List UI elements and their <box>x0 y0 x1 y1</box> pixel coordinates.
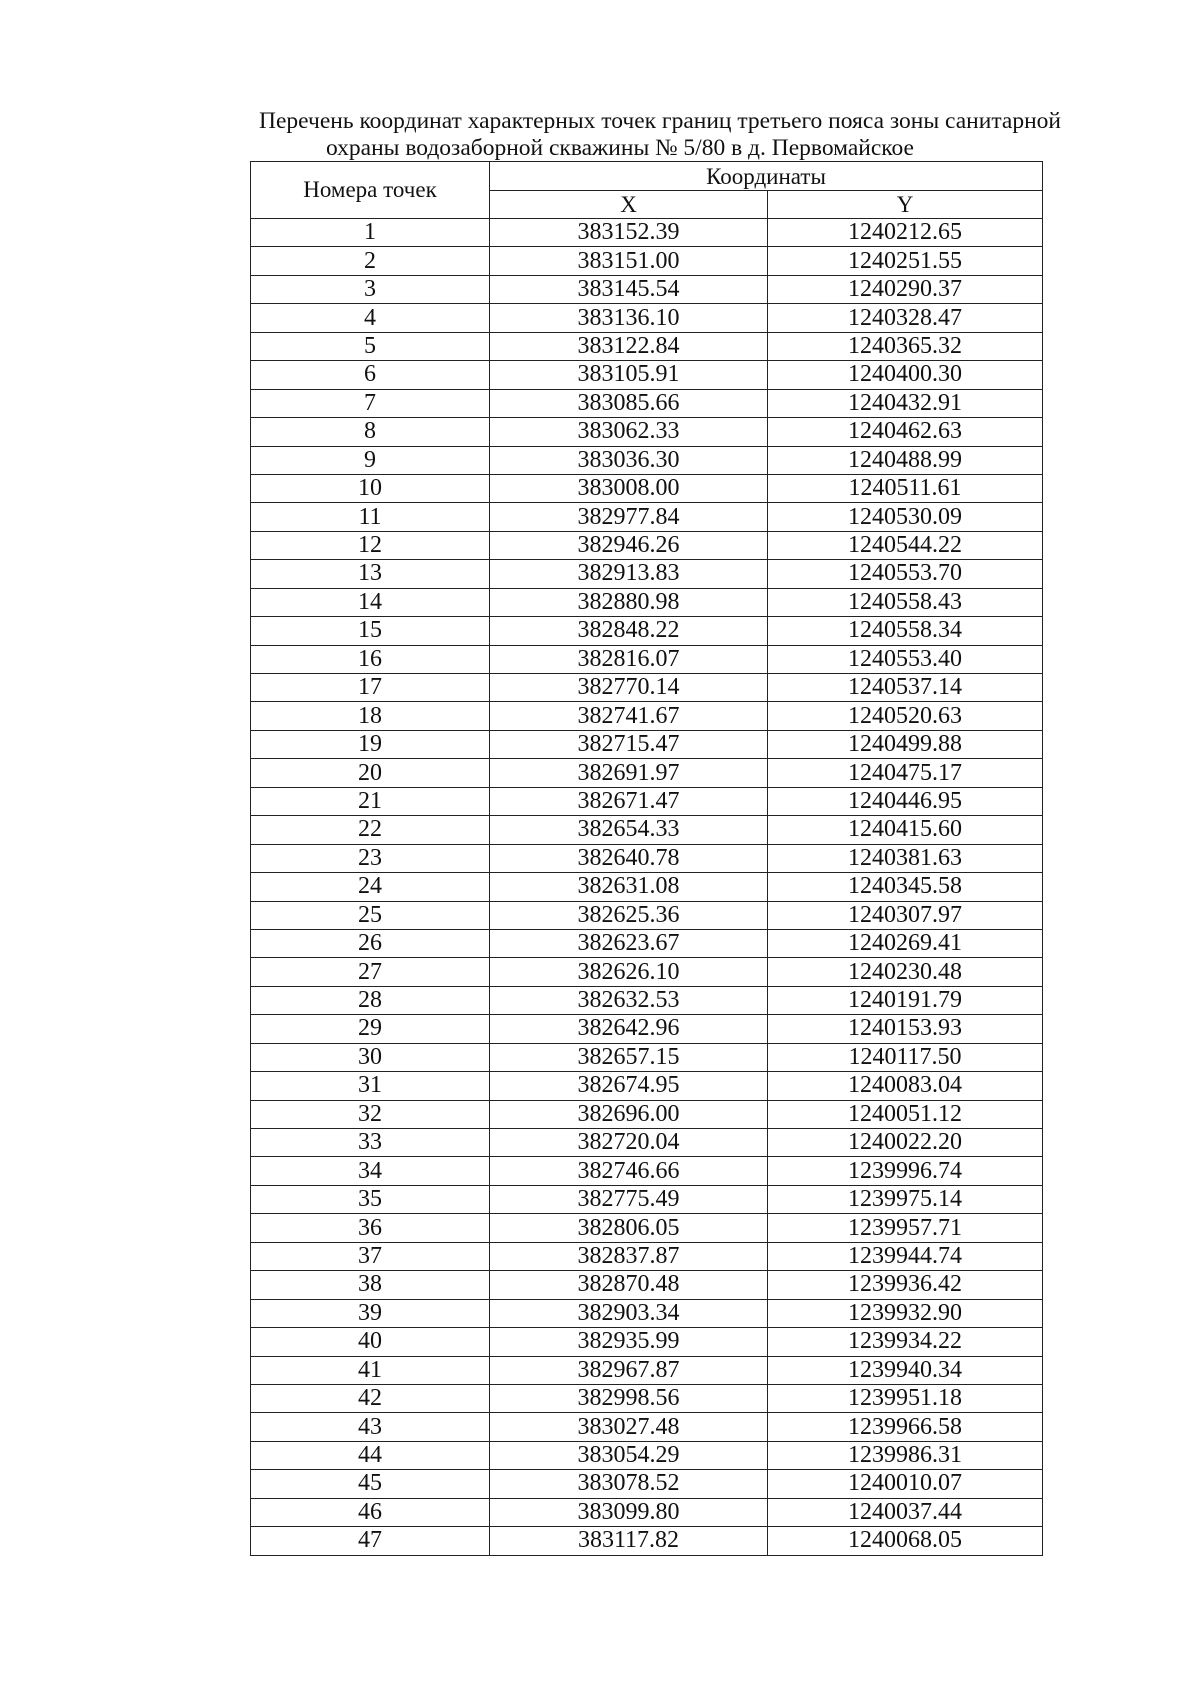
x-coordinate-cell: 382903.34 <box>490 1299 768 1327</box>
table-row <box>251 1413 1043 1441</box>
y-coordinate-cell: 1240415.60 <box>768 816 1043 844</box>
y-coordinate-cell: 1240511.61 <box>768 474 1043 502</box>
point-number-cell: 44 <box>251 1441 490 1469</box>
y-coordinate-cell: 1239996.74 <box>768 1157 1043 1185</box>
y-coordinate-cell: 1239934.22 <box>768 1328 1043 1356</box>
y-coordinate-cell: 1240251.55 <box>768 247 1043 275</box>
point-number-cell: 26 <box>251 929 490 957</box>
y-coordinate-cell: 1240432.91 <box>768 389 1043 417</box>
point-number-cell: 33 <box>251 1129 490 1157</box>
x-coordinate-cell: 383027.48 <box>490 1413 768 1441</box>
table-row <box>251 1470 1043 1498</box>
table-row <box>251 418 1043 446</box>
table-row <box>251 332 1043 360</box>
point-number-cell: 2 <box>251 247 490 275</box>
point-number-cell: 19 <box>251 730 490 758</box>
y-coordinate-cell: 1240051.12 <box>768 1100 1043 1128</box>
table-row <box>251 617 1043 645</box>
x-coordinate-cell: 382625.36 <box>490 901 768 929</box>
x-coordinate-cell: 382935.99 <box>490 1328 768 1356</box>
point-number-cell: 30 <box>251 1043 490 1071</box>
table-row <box>251 503 1043 531</box>
x-coordinate-cell: 382998.56 <box>490 1384 768 1412</box>
header-point-number: Номера точек <box>251 162 490 219</box>
x-coordinate-cell: 382741.67 <box>490 702 768 730</box>
y-coordinate-cell: 1240558.43 <box>768 588 1043 616</box>
table-row <box>251 645 1043 673</box>
x-coordinate-cell: 382640.78 <box>490 844 768 872</box>
table-row <box>251 1441 1043 1469</box>
table-row <box>251 1157 1043 1185</box>
x-coordinate-cell: 383062.33 <box>490 418 768 446</box>
point-number-cell: 47 <box>251 1527 490 1555</box>
header-coordinates: Координаты <box>490 162 1043 191</box>
point-number-cell: 22 <box>251 816 490 844</box>
table-row <box>251 958 1043 986</box>
point-number-cell: 12 <box>251 531 490 559</box>
table-row <box>251 1384 1043 1412</box>
x-coordinate-cell: 382806.05 <box>490 1214 768 1242</box>
table-row <box>251 1242 1043 1270</box>
x-coordinate-cell: 382848.22 <box>490 617 768 645</box>
coordinates-table <box>250 161 1043 1556</box>
y-coordinate-cell: 1240010.07 <box>768 1470 1043 1498</box>
y-coordinate-cell: 1240269.41 <box>768 929 1043 957</box>
y-coordinate-cell: 1239951.18 <box>768 1384 1043 1412</box>
y-coordinate-cell: 1240117.50 <box>768 1043 1043 1071</box>
table-row <box>251 1043 1043 1071</box>
point-number-cell: 38 <box>251 1271 490 1299</box>
y-coordinate-cell: 1240290.37 <box>768 275 1043 303</box>
coordinates-table-header <box>251 162 1043 219</box>
table-row <box>251 1129 1043 1157</box>
table-row <box>251 1356 1043 1384</box>
table-row <box>251 1214 1043 1242</box>
x-coordinate-cell: 383036.30 <box>490 446 768 474</box>
coordinates-table-body <box>251 219 1043 1556</box>
table-row <box>251 247 1043 275</box>
y-coordinate-cell: 1240037.44 <box>768 1498 1043 1526</box>
x-coordinate-cell: 382632.53 <box>490 986 768 1014</box>
table-row <box>251 389 1043 417</box>
x-coordinate-cell: 382746.66 <box>490 1157 768 1185</box>
x-coordinate-cell: 382715.47 <box>490 730 768 758</box>
point-number-cell: 36 <box>251 1214 490 1242</box>
point-number-cell: 25 <box>251 901 490 929</box>
y-coordinate-cell: 1240499.88 <box>768 730 1043 758</box>
table-row <box>251 361 1043 389</box>
y-coordinate-cell: 1240537.14 <box>768 674 1043 702</box>
x-coordinate-cell: 382880.98 <box>490 588 768 616</box>
x-coordinate-cell: 382816.07 <box>490 645 768 673</box>
point-number-cell: 37 <box>251 1242 490 1270</box>
table-row <box>251 816 1043 844</box>
table-row <box>251 674 1043 702</box>
x-coordinate-cell: 383117.82 <box>490 1527 768 1555</box>
table-row <box>251 702 1043 730</box>
x-coordinate-cell: 382837.87 <box>490 1242 768 1270</box>
x-coordinate-cell: 382775.49 <box>490 1185 768 1213</box>
table-row <box>251 275 1043 303</box>
x-coordinate-cell: 382642.96 <box>490 1015 768 1043</box>
y-coordinate-cell: 1240153.93 <box>768 1015 1043 1043</box>
point-number-cell: 39 <box>251 1299 490 1327</box>
point-number-cell: 28 <box>251 986 490 1014</box>
y-coordinate-cell: 1240345.58 <box>768 873 1043 901</box>
x-coordinate-cell: 382623.67 <box>490 929 768 957</box>
y-coordinate-cell: 1240488.99 <box>768 446 1043 474</box>
table-row <box>251 986 1043 1014</box>
y-coordinate-cell: 1239966.58 <box>768 1413 1043 1441</box>
x-coordinate-cell: 382631.08 <box>490 873 768 901</box>
table-row <box>251 1100 1043 1128</box>
point-number-cell: 8 <box>251 418 490 446</box>
table-row <box>251 1527 1043 1555</box>
x-coordinate-cell: 382967.87 <box>490 1356 768 1384</box>
table-row <box>251 730 1043 758</box>
y-coordinate-cell: 1240553.40 <box>768 645 1043 673</box>
table-row <box>251 787 1043 815</box>
point-number-cell: 29 <box>251 1015 490 1043</box>
y-coordinate-cell: 1240520.63 <box>768 702 1043 730</box>
point-number-cell: 46 <box>251 1498 490 1526</box>
x-coordinate-cell: 382654.33 <box>490 816 768 844</box>
point-number-cell: 3 <box>251 275 490 303</box>
x-coordinate-cell: 382657.15 <box>490 1043 768 1071</box>
y-coordinate-cell: 1240381.63 <box>768 844 1043 872</box>
table-row <box>251 1299 1043 1327</box>
table-row <box>251 531 1043 559</box>
table-row <box>251 446 1043 474</box>
point-number-cell: 34 <box>251 1157 490 1185</box>
table-row <box>251 759 1043 787</box>
x-coordinate-cell: 383145.54 <box>490 275 768 303</box>
table-row <box>251 844 1043 872</box>
table-row <box>251 1015 1043 1043</box>
table-row <box>251 1498 1043 1526</box>
y-coordinate-cell: 1240212.65 <box>768 219 1043 247</box>
table-row <box>251 1328 1043 1356</box>
point-number-cell: 31 <box>251 1072 490 1100</box>
point-number-cell: 21 <box>251 787 490 815</box>
x-coordinate-cell: 382946.26 <box>490 531 768 559</box>
y-coordinate-cell: 1240083.04 <box>768 1072 1043 1100</box>
table-row <box>251 304 1043 332</box>
table-row <box>251 929 1043 957</box>
x-coordinate-cell: 383078.52 <box>490 1470 768 1498</box>
x-coordinate-cell: 382626.10 <box>490 958 768 986</box>
point-number-cell: 11 <box>251 503 490 531</box>
x-coordinate-cell: 382977.84 <box>490 503 768 531</box>
point-number-cell: 41 <box>251 1356 490 1384</box>
point-number-cell: 1 <box>251 219 490 247</box>
table-row <box>251 560 1043 588</box>
point-number-cell: 10 <box>251 474 490 502</box>
point-number-cell: 18 <box>251 702 490 730</box>
point-number-cell: 35 <box>251 1185 490 1213</box>
table-row <box>251 1185 1043 1213</box>
point-number-cell: 14 <box>251 588 490 616</box>
y-coordinate-cell: 1240230.48 <box>768 958 1043 986</box>
table-row <box>251 1271 1043 1299</box>
point-number-cell: 42 <box>251 1384 490 1412</box>
point-number-cell: 43 <box>251 1413 490 1441</box>
point-number-cell: 6 <box>251 361 490 389</box>
point-number-cell: 4 <box>251 304 490 332</box>
header-x: X <box>490 191 768 219</box>
y-coordinate-cell: 1239936.42 <box>768 1271 1043 1299</box>
point-number-cell: 17 <box>251 674 490 702</box>
y-coordinate-cell: 1240328.47 <box>768 304 1043 332</box>
point-number-cell: 23 <box>251 844 490 872</box>
x-coordinate-cell: 382696.00 <box>490 1100 768 1128</box>
y-coordinate-cell: 1240553.70 <box>768 560 1043 588</box>
y-coordinate-cell: 1240068.05 <box>768 1527 1043 1555</box>
y-coordinate-cell: 1240558.34 <box>768 617 1043 645</box>
x-coordinate-cell: 382671.47 <box>490 787 768 815</box>
header-y: Y <box>768 191 1043 219</box>
point-number-cell: 27 <box>251 958 490 986</box>
document-title-line-2: охраны водозаборной скважины № 5/80 в д. Первомайское <box>326 135 914 161</box>
table-row <box>251 219 1043 247</box>
x-coordinate-cell: 383136.10 <box>490 304 768 332</box>
x-coordinate-cell: 383099.80 <box>490 1498 768 1526</box>
point-number-cell: 32 <box>251 1100 490 1128</box>
y-coordinate-cell: 1240462.63 <box>768 418 1043 446</box>
x-coordinate-cell: 382913.83 <box>490 560 768 588</box>
x-coordinate-cell: 383085.66 <box>490 389 768 417</box>
x-coordinate-cell: 382770.14 <box>490 674 768 702</box>
table-row <box>251 588 1043 616</box>
y-coordinate-cell: 1239986.31 <box>768 1441 1043 1469</box>
y-coordinate-cell: 1240446.95 <box>768 787 1043 815</box>
y-coordinate-cell: 1240365.32 <box>768 332 1043 360</box>
document-title <box>180 108 1120 162</box>
y-coordinate-cell: 1240544.22 <box>768 531 1043 559</box>
point-number-cell: 24 <box>251 873 490 901</box>
y-coordinate-cell: 1240191.79 <box>768 986 1043 1014</box>
y-coordinate-cell: 1239975.14 <box>768 1185 1043 1213</box>
point-number-cell: 45 <box>251 1470 490 1498</box>
y-coordinate-cell: 1240530.09 <box>768 503 1043 531</box>
x-coordinate-cell: 382870.48 <box>490 1271 768 1299</box>
y-coordinate-cell: 1239957.71 <box>768 1214 1043 1242</box>
document-title-line-1: Перечень координат характерных точек границ третьего пояса зоны санитарной <box>259 108 1061 134</box>
x-coordinate-cell: 383008.00 <box>490 474 768 502</box>
x-coordinate-cell: 383105.91 <box>490 361 768 389</box>
point-number-cell: 40 <box>251 1328 490 1356</box>
y-coordinate-cell: 1240475.17 <box>768 759 1043 787</box>
table-row <box>251 873 1043 901</box>
y-coordinate-cell: 1240307.97 <box>768 901 1043 929</box>
y-coordinate-cell: 1239944.74 <box>768 1242 1043 1270</box>
x-coordinate-cell: 383151.00 <box>490 247 768 275</box>
point-number-cell: 16 <box>251 645 490 673</box>
table-row <box>251 474 1043 502</box>
y-coordinate-cell: 1239932.90 <box>768 1299 1043 1327</box>
x-coordinate-cell: 383152.39 <box>490 219 768 247</box>
x-coordinate-cell: 382674.95 <box>490 1072 768 1100</box>
point-number-cell: 15 <box>251 617 490 645</box>
point-number-cell: 9 <box>251 446 490 474</box>
table-row <box>251 901 1043 929</box>
point-number-cell: 20 <box>251 759 490 787</box>
x-coordinate-cell: 383054.29 <box>490 1441 768 1469</box>
y-coordinate-cell: 1240400.30 <box>768 361 1043 389</box>
y-coordinate-cell: 1239940.34 <box>768 1356 1043 1384</box>
x-coordinate-cell: 383122.84 <box>490 332 768 360</box>
point-number-cell: 5 <box>251 332 490 360</box>
point-number-cell: 7 <box>251 389 490 417</box>
point-number-cell: 13 <box>251 560 490 588</box>
x-coordinate-cell: 382691.97 <box>490 759 768 787</box>
table-row <box>251 1072 1043 1100</box>
x-coordinate-cell: 382720.04 <box>490 1129 768 1157</box>
y-coordinate-cell: 1240022.20 <box>768 1129 1043 1157</box>
